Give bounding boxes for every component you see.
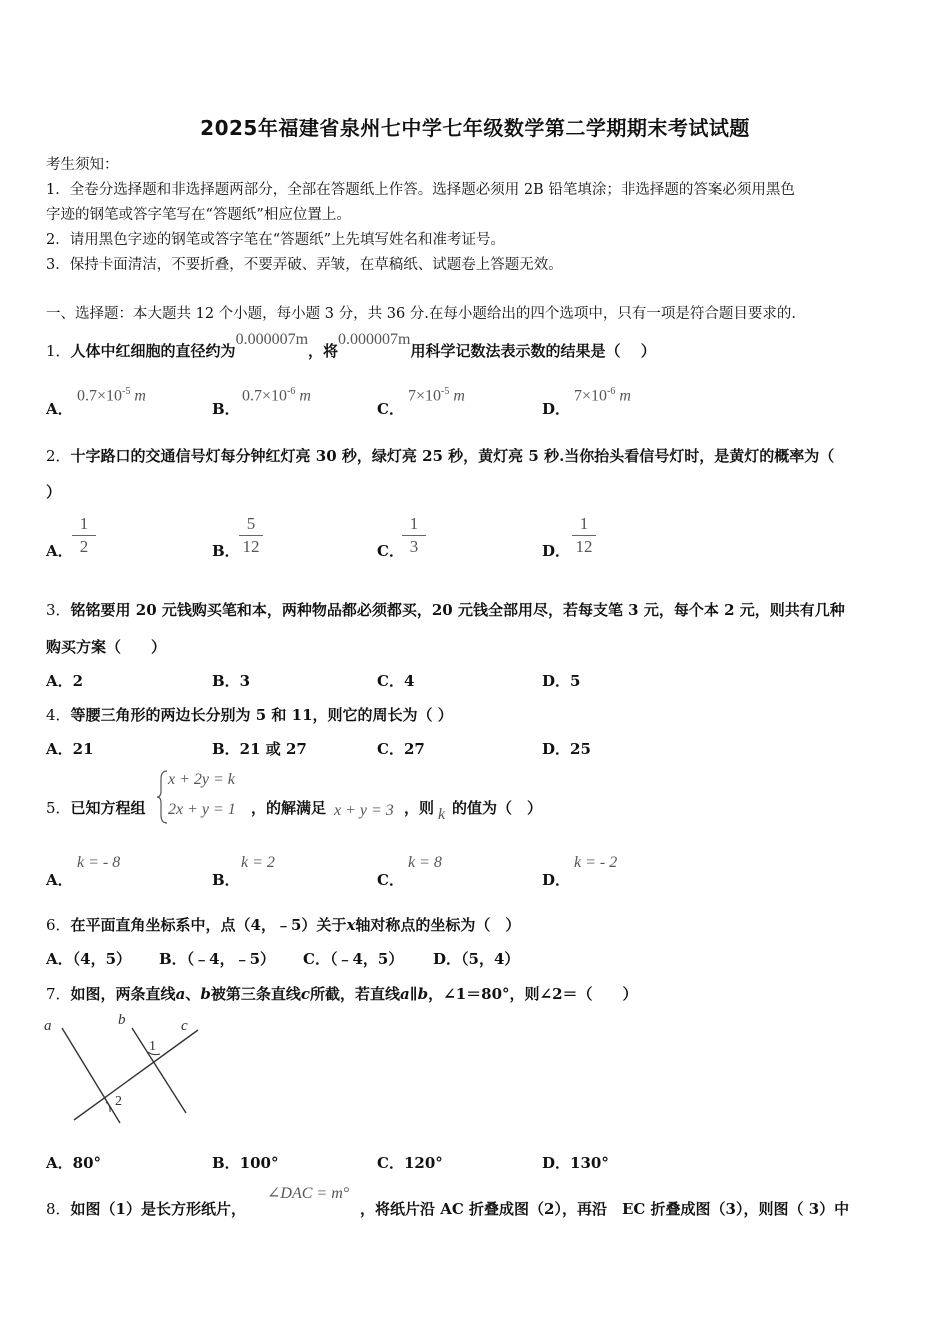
question-text: ，将 <box>308 342 339 360</box>
question-text: ，∠1＝80°，则∠2＝（ ） <box>428 985 638 1003</box>
question-text: ，的解满足 <box>251 799 327 817</box>
variable-x: x <box>346 916 356 934</box>
option-c: C．120° <box>377 1154 443 1172</box>
question-3-cont: 购买方案（ ） <box>46 638 167 656</box>
question-text: 如图（1）是长方形纸片， <box>70 1200 246 1218</box>
denominator: 3 <box>409 537 419 556</box>
label-b: b <box>118 1012 126 1028</box>
question-number: 4． <box>46 706 71 724</box>
question-text: 如图，两条直线 <box>70 985 176 1003</box>
variable-k: k <box>438 806 446 823</box>
angle-expression: ∠DAC = m° <box>267 1185 350 1202</box>
page-title: 2025年福建省泉州七中学七年级数学第二学期期末考试试题 <box>200 116 750 140</box>
line-b <box>132 1028 186 1113</box>
line-c <box>74 1030 198 1120</box>
question-7 <box>46 983 638 1004</box>
label-1: 1 <box>149 1039 156 1054</box>
denominator: 12 <box>242 537 260 556</box>
section-heading: 一、选择题：本大题共 12 个小题，每小题 3 分，共 36 分.在每小题给出的四个选项中，只有一项是符合题目要求的. <box>46 306 796 322</box>
option-a-label: A． <box>46 542 73 560</box>
numerator: 1 <box>409 514 419 533</box>
variable-b: b <box>200 985 211 1003</box>
equation-brace <box>155 769 169 825</box>
math-value: 0.000007m <box>338 331 411 348</box>
math-base: 0.7×10 <box>242 387 288 405</box>
question-number: 6． <box>46 916 71 934</box>
equation-1: x + 2y = k <box>168 771 235 788</box>
numerator: 1 <box>579 514 589 533</box>
parallel-expression: a∥b <box>399 985 429 1003</box>
question-text: 铭铭要用 20 元钱购买笔和本，两种物品都必须都买，20 元钱全部用尽，若每支笔 3 元，每个本 2 元，则共有几种 <box>70 601 845 619</box>
numerator: 5 <box>246 514 256 533</box>
notice-line-1a: 1．全卷分选择题和非选择题两部分，全部在答题纸上作答。选择题必须用 2B 铅笔填涂；非选择题的答案必须用黑色 <box>46 182 795 198</box>
line-a <box>62 1028 120 1123</box>
question-text: 轴对称点的坐标为（ ） <box>355 916 521 934</box>
question-text: 在平面直角坐标系中，点（4，﹣5）关于 <box>70 916 347 934</box>
question-1 <box>46 331 656 361</box>
option-d-label: D． <box>542 871 571 889</box>
option-c-label: C． <box>377 400 404 418</box>
option-d-label: D． <box>542 400 571 418</box>
variable-c: c <box>300 985 310 1003</box>
option-c: C．（﹣4，5） <box>303 950 404 968</box>
notice-heading: 考生须知： <box>46 157 119 173</box>
option-d-label: D． <box>542 542 571 560</box>
question-4 <box>46 704 453 725</box>
math-exponent: -5 <box>441 386 450 397</box>
question-3 <box>46 599 845 620</box>
option-a-label: A． <box>46 400 73 418</box>
question-number: 7． <box>46 985 71 1003</box>
option-b: k = 2 <box>241 854 275 871</box>
option-c-label: C． <box>377 542 404 560</box>
math-unit: m <box>619 387 631 405</box>
question-text: 的值为（ ） <box>452 799 543 817</box>
option-d-fraction <box>572 514 596 557</box>
question-2-cont: ） <box>46 483 62 501</box>
math-unit: m <box>299 387 311 405</box>
option-d <box>574 386 631 405</box>
option-a: A．21 <box>46 740 94 758</box>
label-2: 2 <box>115 1094 122 1109</box>
option-b-fraction <box>239 514 263 557</box>
math-base: 7×10 <box>574 387 608 405</box>
question-number: 3． <box>46 601 71 619</box>
numerator: 1 <box>79 514 89 533</box>
option-a: A．80° <box>46 1154 102 1172</box>
denominator: 2 <box>79 537 89 556</box>
option-c: k = 8 <box>408 854 442 871</box>
question-number: 5． <box>46 799 71 817</box>
option-b-label: B． <box>212 542 240 560</box>
math-unit: m <box>134 387 146 405</box>
option-a <box>77 386 146 405</box>
question-text: 所截，若直线 <box>309 985 400 1003</box>
math-base: 0.7×10 <box>77 387 123 405</box>
question-number: 1． <box>46 342 71 360</box>
notice-line-3: 3．保持卡面清洁，不要折叠，不要弄破、弄皱，在草稿纸、试题卷上答题无效。 <box>46 257 563 273</box>
condition: x + y = 3 <box>334 802 394 819</box>
math-unit: m <box>453 387 465 405</box>
option-d: k = - 2 <box>574 854 618 871</box>
option-b: B．21 或 27 <box>212 740 307 758</box>
option-a: A．2 <box>46 672 84 690</box>
option-a: k = - 8 <box>77 854 121 871</box>
label-a: a <box>44 1018 52 1034</box>
math-exponent: -6 <box>287 386 296 397</box>
option-d: D．（5，4） <box>433 950 520 968</box>
option-a-label: A． <box>46 871 73 889</box>
option-b <box>242 386 311 405</box>
question-8 <box>46 1198 246 1219</box>
question-text: 人体中红细胞的直径约为 <box>70 342 236 360</box>
question-text: ，则 <box>404 799 435 817</box>
option-c <box>408 386 465 405</box>
option-c-label: C． <box>377 871 404 889</box>
question-2 <box>46 445 834 466</box>
notice-line-1b: 字迹的钢笔或答字笔写在“答题纸”相应位置上。 <box>46 207 351 223</box>
option-a: A．（4，5） <box>46 950 132 968</box>
question-6 <box>46 914 520 935</box>
question-text: 被第三条直线 <box>210 985 301 1003</box>
denominator: 12 <box>575 537 593 556</box>
label-c: c <box>181 1018 188 1034</box>
option-b-label: B． <box>212 871 240 889</box>
option-b: B．（﹣4，﹣5） <box>159 950 276 968</box>
option-c-fraction <box>402 514 426 557</box>
math-exponent: -5 <box>122 386 131 397</box>
question-text: 十字路口的交通信号灯每分钟红灯亮 30 秒，绿灯亮 25 秒，黄灯亮 5 秒.当你抬头看信号灯时，是黄灯的概率为（ <box>70 447 835 465</box>
option-c: C．27 <box>377 740 425 758</box>
math-exponent: -6 <box>607 386 616 397</box>
question-number: 8． <box>46 1200 71 1218</box>
equation-2: 2x + y = 1 <box>168 801 236 818</box>
question-text: 等腰三角形的两边长分别为 5 和 11，则它的周长为（ ） <box>70 706 453 724</box>
parallel-lines-figure <box>40 1010 210 1130</box>
option-d: D．5 <box>542 672 581 690</box>
option-d: D．25 <box>542 740 591 758</box>
question-text: ，将纸片沿 AC 折叠成图（2），再沿 EC 折叠成图（3），则图（ 3）中 <box>360 1200 850 1218</box>
question-number: 2． <box>46 447 71 465</box>
angle-2-arc <box>106 1102 110 1112</box>
math-value: 0.000007m <box>235 331 309 348</box>
option-b: B．3 <box>212 672 251 690</box>
option-c: C．4 <box>377 672 415 690</box>
question-5-number <box>46 797 146 818</box>
math-base: 7×10 <box>408 387 442 405</box>
notice-line-2: 2．请用黑色字迹的钢笔或答字笔在“答题纸”上先填写姓名和准考证号。 <box>46 232 506 248</box>
option-b: B．100° <box>212 1154 279 1172</box>
variable-a: a <box>175 985 186 1003</box>
question-text: 已知方程组 <box>70 799 146 817</box>
question-text: 用科学记数法表示数的结果是（ ） <box>410 342 656 360</box>
option-b-label: B． <box>212 400 240 418</box>
question-text: 、 <box>185 985 201 1003</box>
option-a-fraction <box>72 514 96 557</box>
option-d: D．130° <box>542 1154 609 1172</box>
